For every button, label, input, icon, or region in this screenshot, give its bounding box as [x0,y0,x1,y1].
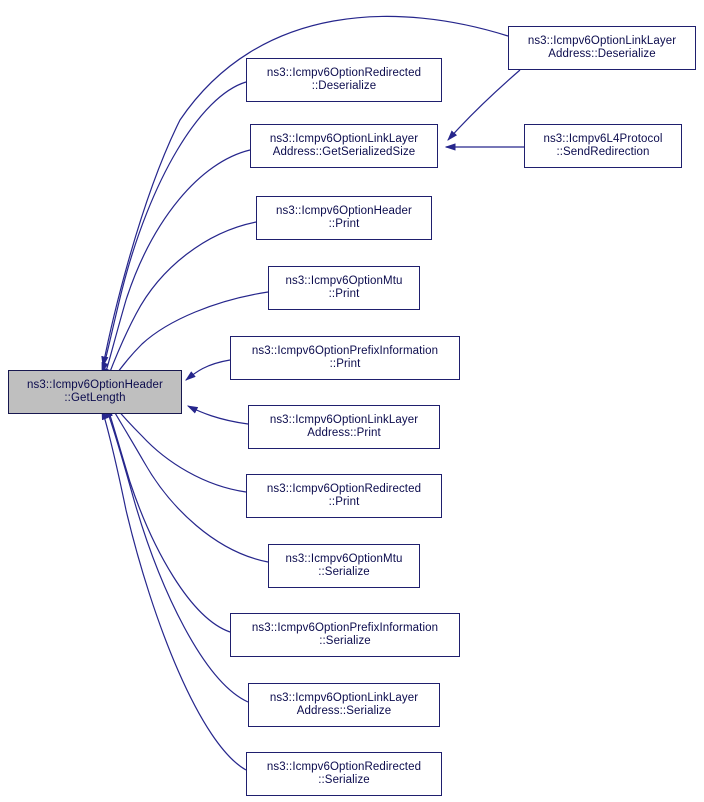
node-label-line1: ns3::Icmpv6OptionHeader [276,204,412,217]
node-label-line1: ns3::Icmpv6OptionLinkLayer [527,34,677,47]
node-icmpv6optionredirected-deserialize[interactable] [246,58,442,102]
node-label-line1: ns3::Icmpv6OptionLinkLayer [269,413,419,426]
node-icmpv6optionlinklayeraddress-serialize[interactable] [248,683,440,727]
node-label-line1: ns3::Icmpv6OptionPrefixInformation [251,621,439,634]
node-label-line2: Address::Serialize [296,705,392,717]
node-label-line2: ::Serialize [318,774,370,786]
edge-getserializedsize-to-root [104,150,250,378]
node-icmpv6optionredirected-print[interactable] [246,474,442,518]
node-label-line1: ns3::Icmpv6OptionMtu [285,552,403,565]
node-label-line2: Address::GetSerializedSize [272,146,416,158]
node-label-line1: ns3::Icmpv6OptionMtu [285,274,403,287]
edge-mtu-serialize-to-root [110,404,268,562]
node-root-icmpv6optionheader-getlength[interactable] [8,370,182,414]
node-label-line2: Address::Deserialize [548,48,656,60]
edge-linklayer-print-to-root [188,406,248,424]
node-icmpv6optionprefixinformation-serialize[interactable] [230,613,460,657]
node-label-line1: ns3::Icmpv6OptionRedirected [266,66,422,79]
edge-linklayer-serialize-to-root [106,408,248,702]
node-label-line1: ns3::Icmpv6OptionLinkLayer [269,132,419,145]
node-icmpv6optionlinklayeraddress-getserializedsize[interactable] [250,124,438,168]
node-icmpv6optionlinklayeraddress-print[interactable] [248,405,440,449]
node-icmpv6optionprefixinformation-print[interactable] [230,336,460,380]
edge-redirected-deserialize-to-root [102,82,246,372]
node-label-line1: ns3::Icmpv6OptionPrefixInformation [251,344,439,357]
edge-deserialize-to-getserializedsize [448,70,520,140]
node-label-line1: ns3::Icmpv6L4Protocol [543,132,663,145]
node-icmpv6optionmtu-print[interactable] [268,266,420,310]
node-icmpv6optionredirected-serialize[interactable] [246,752,442,796]
node-label-line2: ::GetLength [64,392,126,404]
edge-redirected-serialize-to-root [102,410,246,770]
node-icmpv6optionmtu-serialize[interactable] [268,544,420,588]
edge-prefix-serialize-to-root [107,406,230,632]
node-label-line2: ::Deserialize [311,80,377,92]
node-label-line2: ::Serialize [318,566,370,578]
edge-prefix-print-to-root [186,360,230,380]
node-label-line2: ::Serialize [319,635,371,647]
node-label-line2: ::SendRedirection [556,146,650,158]
node-label-line2: ::Print [328,218,360,230]
node-label-line2: ::Print [328,496,360,508]
node-label-line1: ns3::Icmpv6OptionLinkLayer [269,691,419,704]
node-icmpv6l4protocol-sendredirection[interactable] [524,124,682,168]
node-icmpv6optionheader-print[interactable] [256,196,432,240]
node-label-line1: ns3::Icmpv6OptionHeader [27,378,163,391]
node-icmpv6optionlinklayeraddress-deserialize[interactable] [508,26,696,70]
node-label-line1: ns3::Icmpv6OptionRedirected [266,482,422,495]
node-label-line2: ::Print [329,358,361,370]
node-label-line2: Address::Print [307,427,381,439]
node-label-line1: ns3::Icmpv6OptionRedirected [266,760,422,773]
node-label-line2: ::Print [328,288,360,300]
